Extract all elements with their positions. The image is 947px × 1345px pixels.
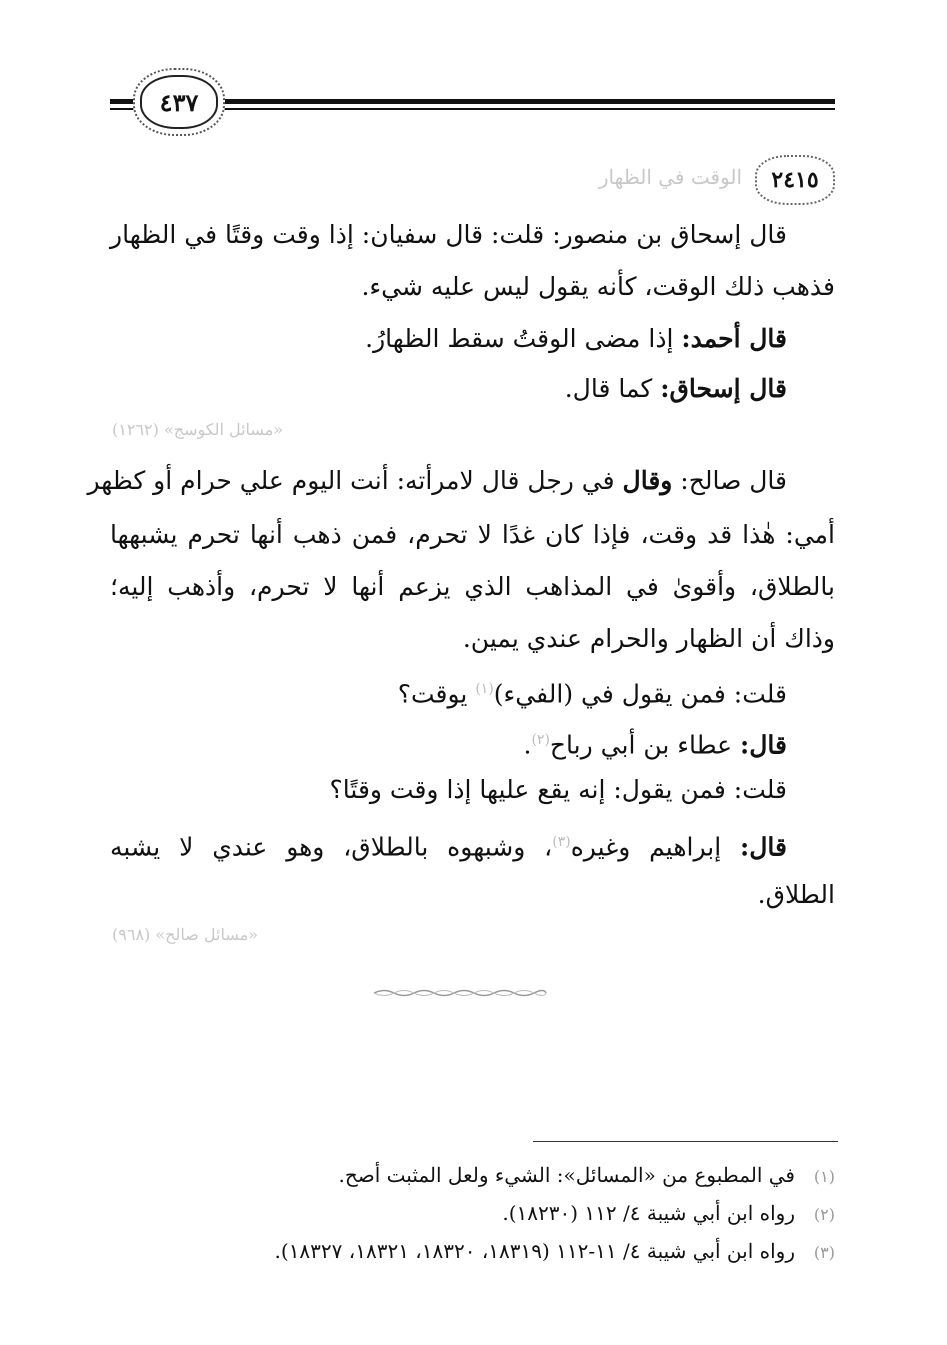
footnote: [110, 1198, 835, 1230]
speaker-label: قال أحمد:: [681, 324, 787, 353]
body-line: فذهب ذلك الوقت، كأنه يقول ليس عليه شيء.: [361, 272, 835, 301]
body-line: الطلاق.: [757, 880, 835, 909]
line-text: .: [523, 730, 532, 760]
statement-text: كما قال.: [564, 374, 661, 403]
section-title: الوقت في الظهار: [598, 165, 742, 189]
speaker-label: قال:: [740, 832, 787, 862]
line-text: يوقت؟: [397, 679, 476, 709]
footnote-marker: (١): [475, 681, 494, 697]
line-text: في رجل قال لامرأته: أنت اليوم علي حرام أو كظهر: [87, 466, 623, 495]
footnote-number: (٢): [813, 1205, 835, 1224]
body-line: قال إسحاق بن منصور: قلت: قال سفيان: إذا وقت وقتًا في الظهار: [110, 220, 787, 249]
page-number: ٤٣٧: [159, 87, 199, 117]
footnote-marker: (٢): [531, 732, 550, 748]
source-reference: «مسائل الكوسج» (١٢٦٢): [112, 420, 284, 439]
bold-word: وقال: [622, 466, 673, 495]
body-line: [110, 820, 787, 869]
body-line: بالطلاق، وأقوىٰ في المذاهب الذي يزعم أنها لا تحرم، وأذهب إليه؛: [110, 572, 835, 601]
body-line: أمي: هٰذا قد وقت، فإذا كان غدًا لا تحرم، فمن ذهب أنها تحرم يشبهها: [110, 520, 835, 549]
line-text: عطاء بن أبي رباح: [549, 730, 741, 760]
line-text: قلت: فمن يقول في (الفيء): [493, 679, 787, 709]
ornament-divider: [372, 988, 547, 998]
section-number: ٢٤١٥: [771, 167, 819, 193]
source-reference: «مسائل صالح» (٩٦٨): [112, 925, 258, 944]
statement-text: إذا مضى الوقتُ سقط الظهارُ.: [365, 324, 682, 353]
line-text: قال صالح:: [672, 466, 787, 495]
footnote: [110, 1160, 835, 1192]
line-text: ، وشبهوه بالطلاق، وهو عندي لا يشبه: [110, 832, 553, 862]
footnote-text: رواه ابن أبي شيبة ٤/ ١١-١١٢ (١٨٣١٩، ١٨٣٢٠، ١٨٣٢١، ١٨٣٢٧).: [274, 1239, 795, 1263]
footnote-rule: [533, 1141, 838, 1142]
line-text: إبراهيم وغيره: [570, 832, 741, 862]
body-line: [110, 667, 787, 716]
body-line: [87, 459, 787, 503]
body-line: وذاك أن الظهار والحرام عندي يمين.: [462, 624, 835, 653]
speaker-label: قال:: [740, 730, 787, 760]
body-line: [110, 317, 787, 361]
page-number-frame: [133, 68, 225, 136]
body-line: [110, 367, 787, 411]
footnote-text: في المطبوع من «المسائل»: الشيء ولعل المثبت أصح.: [338, 1163, 795, 1187]
footnote-marker: (٣): [552, 834, 571, 850]
section-number-badge: [755, 155, 835, 205]
body-line: [110, 718, 787, 767]
speaker-label: قال إسحاق:: [660, 374, 787, 403]
footnote-number: (٣): [813, 1243, 835, 1262]
body-line: قلت: فمن يقول: إنه يقع عليها إذا وقت وقتًا؟: [329, 775, 787, 804]
footnote: [110, 1236, 835, 1268]
footnote-text: رواه ابن أبي شيبة ٤/ ١١٢ (١٨٢٣٠).: [502, 1201, 795, 1225]
footnote-number: (١): [813, 1167, 835, 1186]
